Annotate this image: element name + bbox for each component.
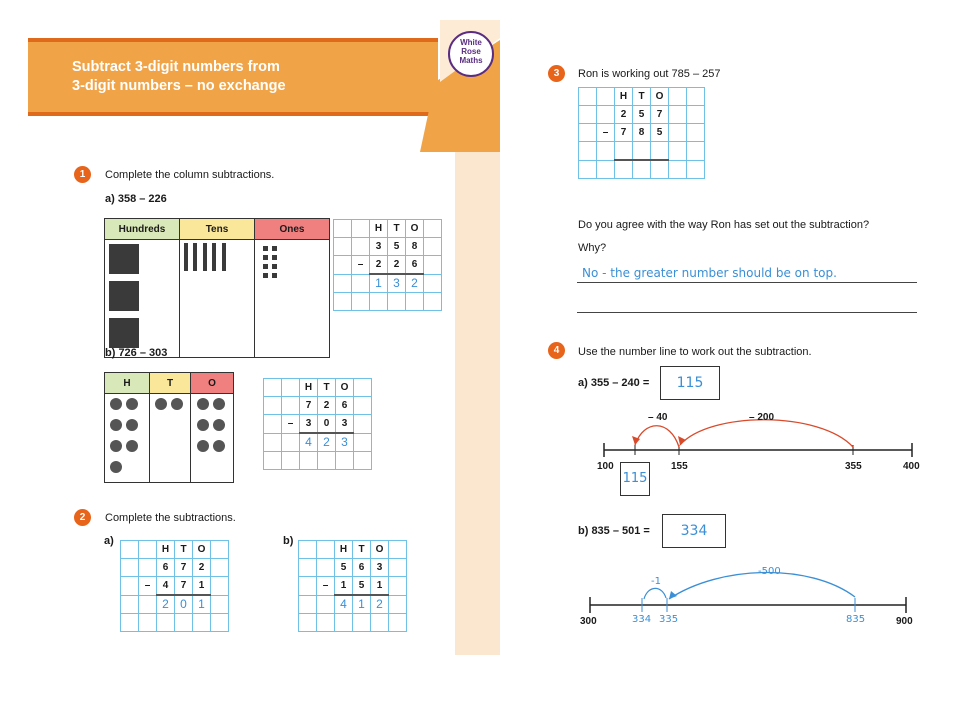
grid-cell (687, 142, 705, 161)
q4-prompt: Use the number line to work out the subtraction. (578, 346, 812, 358)
grid-cell (264, 452, 282, 470)
answer-digit[interactable]: 2 (371, 595, 389, 614)
q1b-column-grid (263, 378, 372, 470)
grid-cell (121, 614, 139, 632)
q1b-label: b) 726 – 303 (105, 347, 168, 359)
grid-cell (264, 379, 282, 397)
question-number-3: 3 (548, 65, 565, 82)
counter-icon (126, 398, 138, 410)
q2a-label: a) (104, 535, 114, 547)
grid-cell (424, 220, 442, 238)
grid-cell: 8 (406, 238, 424, 256)
one-cube-icon (263, 246, 268, 251)
grid-cell: 3 (370, 238, 388, 256)
ten-rod-icon (203, 243, 207, 271)
grid-cell (157, 614, 175, 632)
grid-cell: 3 (300, 415, 318, 434)
counter-icon (213, 419, 225, 431)
q4b-label: b) 835 – 501 = (578, 525, 650, 537)
grid-cell (354, 379, 372, 397)
tick-label: 355 (845, 461, 862, 472)
counter-icon (110, 440, 122, 452)
ten-rod-icon (212, 243, 216, 271)
grid-cell (633, 160, 651, 179)
ten-rod-icon (193, 243, 197, 271)
one-cube-icon (263, 273, 268, 278)
grid-cell (282, 397, 300, 415)
grid-cell: 5 (335, 559, 353, 577)
tens-cell (180, 240, 255, 358)
q3-prompt: Ron is working out 785 – 257 (578, 68, 721, 80)
hundreds-cell (105, 240, 180, 358)
grid-cell (139, 595, 157, 614)
grid-cell (687, 124, 705, 142)
grid-cell (139, 614, 157, 632)
grid-cell (579, 88, 597, 106)
grid-cell (354, 415, 372, 434)
grid-cell (299, 541, 317, 559)
grid-cell (651, 142, 669, 161)
grid-cell (139, 559, 157, 577)
counter-icon (155, 398, 167, 410)
grid-cell (299, 595, 317, 614)
grid-cell (299, 577, 317, 596)
q1a-label: a) 358 – 226 (105, 193, 167, 205)
grid-cell (352, 220, 370, 238)
grid-cell (335, 614, 353, 632)
grid-cell (264, 415, 282, 434)
grid-cell: 6 (406, 256, 424, 275)
grid-cell: – (282, 415, 300, 434)
counter-icon (126, 419, 138, 431)
grid-cell (615, 160, 633, 179)
ones-counters (191, 394, 234, 483)
grid-cell: 7 (615, 124, 633, 142)
grid-cell: – (317, 577, 335, 596)
grid-cell (669, 124, 687, 142)
grid-cell: 0 (318, 415, 336, 434)
counter-icon (110, 398, 122, 410)
hundreds-counters (105, 394, 150, 483)
grid-cell (317, 559, 335, 577)
grid-cell (687, 88, 705, 106)
grid-cell (406, 293, 424, 311)
grid-cell (424, 238, 442, 256)
grid-cell (334, 220, 352, 238)
grid-cell (389, 577, 407, 596)
hundred-block-icon (109, 281, 139, 311)
grid-cell: H (615, 88, 633, 106)
grid-cell (597, 142, 615, 161)
one-cube-icon (272, 246, 277, 251)
q1b-place-value-chart: H T O (104, 372, 234, 483)
question-number-4: 4 (548, 342, 565, 359)
grid-cell (389, 614, 407, 632)
grid-cell: 2 (193, 559, 211, 577)
grid-cell (318, 452, 336, 470)
grid-cell (579, 124, 597, 142)
q2a-column-grid (120, 540, 229, 632)
logo: White Rose Maths (448, 31, 494, 77)
grid-cell: O (336, 379, 354, 397)
grid-cell (211, 577, 229, 596)
counter-icon (213, 398, 225, 410)
q2-prompt: Complete the subtractions. (105, 512, 236, 524)
grid-cell (579, 142, 597, 161)
ten-rod-icon (222, 243, 226, 271)
grid-cell: 3 (336, 415, 354, 434)
grid-cell (352, 238, 370, 256)
grid-cell: O (651, 88, 669, 106)
grid-cell (121, 577, 139, 596)
grid-cell: 4 (157, 577, 175, 596)
grid-cell: H (300, 379, 318, 397)
grid-cell: 3 (371, 559, 389, 577)
answer-digit[interactable]: 1 (370, 274, 388, 293)
ten-rod-icon (184, 243, 188, 271)
answer-digit[interactable]: 2 (318, 433, 336, 452)
grid-cell (424, 274, 442, 293)
grid-cell: 5 (633, 106, 651, 124)
grid-cell: 2 (388, 256, 406, 275)
grid-cell (615, 142, 633, 161)
grid-cell (371, 614, 389, 632)
answer-digit[interactable]: 4 (300, 433, 318, 452)
grid-cell (121, 595, 139, 614)
grid-cell: T (388, 220, 406, 238)
grid-cell: – (139, 577, 157, 596)
grid-cell (389, 541, 407, 559)
tick-label: 155 (671, 461, 688, 472)
grid-cell (389, 595, 407, 614)
grid-cell: O (371, 541, 389, 559)
one-cube-icon (272, 273, 277, 278)
q1a-column-grid (333, 219, 442, 311)
counter-icon (197, 419, 209, 431)
hundreds-header: Hundreds (105, 219, 180, 240)
q3-why: Why? (578, 242, 607, 254)
counter-icon (171, 398, 183, 410)
grid-cell (354, 452, 372, 470)
grid-cell (354, 433, 372, 452)
grid-cell (651, 160, 669, 179)
grid-cell: – (352, 256, 370, 275)
grid-cell (299, 614, 317, 632)
grid-cell (300, 452, 318, 470)
answer-digit[interactable]: 1 (353, 595, 371, 614)
grid-cell (317, 541, 335, 559)
grid-cell: O (406, 220, 424, 238)
grid-cell (388, 293, 406, 311)
tick-label: 400 (903, 461, 920, 472)
grid-cell (334, 256, 352, 275)
q4a-jump-200: – 200 (749, 412, 775, 423)
grid-cell: 7 (175, 559, 193, 577)
grid-cell: 5 (388, 238, 406, 256)
tick-label: 100 (597, 461, 614, 472)
grid-cell (211, 595, 229, 614)
answer-digit[interactable]: 3 (336, 433, 354, 452)
grid-cell (597, 160, 615, 179)
q4a-answer-box[interactable]: 115 (660, 366, 720, 400)
counter-icon (213, 440, 225, 452)
grid-cell (175, 614, 193, 632)
one-cube-icon (272, 255, 277, 260)
grid-cell: 5 (651, 124, 669, 142)
q4b-jump-1: -1 (651, 576, 661, 587)
one-cube-icon (272, 264, 277, 269)
grid-cell (687, 106, 705, 124)
grid-cell (687, 160, 705, 179)
one-cube-icon (263, 255, 268, 260)
grid-cell (282, 379, 300, 397)
grid-cell (334, 238, 352, 256)
grid-cell (669, 160, 687, 179)
grid-cell: 2 (318, 397, 336, 415)
grid-cell: 7 (300, 397, 318, 415)
answer-digit[interactable]: 2 (406, 274, 424, 293)
grid-cell: O (193, 541, 211, 559)
q4a-start-box[interactable]: 115 (620, 462, 650, 496)
grid-cell (317, 614, 335, 632)
grid-cell (264, 433, 282, 452)
grid-cell: 2 (370, 256, 388, 275)
grid-cell: T (353, 541, 371, 559)
question-number-1: 1 (74, 166, 91, 183)
grid-cell (282, 433, 300, 452)
one-cube-icon (263, 264, 268, 269)
counter-icon (197, 398, 209, 410)
q4b-number-line (570, 555, 930, 625)
answer-digit[interactable]: 3 (388, 274, 406, 293)
q2b-column-grid (298, 540, 407, 632)
ones-header: Ones (255, 219, 330, 240)
grid-cell (264, 397, 282, 415)
grid-cell: 7 (175, 577, 193, 596)
grid-cell: 2 (615, 106, 633, 124)
hundred-block-icon (109, 244, 139, 274)
grid-cell: 5 (353, 577, 371, 596)
grid-cell (211, 614, 229, 632)
counter-icon (126, 440, 138, 452)
grid-cell (211, 559, 229, 577)
grid-cell: 8 (633, 124, 651, 142)
grid-cell (121, 559, 139, 577)
q1-prompt: Complete the column subtractions. (105, 169, 275, 181)
grid-cell (633, 142, 651, 161)
grid-cell: 1 (335, 577, 353, 596)
q3-column-grid (578, 87, 705, 179)
grid-cell (389, 559, 407, 577)
grid-cell (352, 293, 370, 311)
q1a-place-value-chart (104, 218, 330, 358)
grid-cell: H (157, 541, 175, 559)
grid-cell (353, 614, 371, 632)
grid-cell (597, 106, 615, 124)
grid-cell (352, 274, 370, 293)
answer-digit[interactable]: 2 (157, 595, 175, 614)
tick-label: 300 (580, 616, 597, 627)
answer-line (577, 282, 917, 283)
grid-cell (211, 541, 229, 559)
grid-cell (579, 106, 597, 124)
grid-cell (370, 293, 388, 311)
grid-cell (317, 595, 335, 614)
grid-cell: T (318, 379, 336, 397)
answer-digit[interactable]: 4 (335, 595, 353, 614)
tens-counters (150, 394, 191, 483)
grid-cell (282, 452, 300, 470)
tens-header: Tens (180, 219, 255, 240)
grid-cell (579, 160, 597, 179)
grid-cell: 6 (336, 397, 354, 415)
q3-answer[interactable]: No - the greater number should be on top. (582, 266, 837, 280)
grid-cell (139, 541, 157, 559)
tick-label: 900 (896, 616, 913, 627)
answer-digit[interactable]: 0 (175, 595, 193, 614)
title-banner (28, 38, 438, 116)
q4b-jump-500: -500 (758, 566, 781, 577)
grid-cell (193, 614, 211, 632)
counter-icon (110, 461, 122, 473)
hundred-block-icon (109, 318, 139, 348)
grid-cell: 7 (651, 106, 669, 124)
answer-digit[interactable]: 1 (193, 595, 211, 614)
grid-cell (299, 559, 317, 577)
grid-cell (354, 397, 372, 415)
q4b-answer-box[interactable]: 334 (662, 514, 726, 548)
hand-tick-label: 835 (846, 614, 866, 625)
grid-cell (669, 88, 687, 106)
grid-cell: T (633, 88, 651, 106)
grid-cell (669, 142, 687, 161)
counter-icon (110, 419, 122, 431)
grid-cell (424, 293, 442, 311)
q3-question: Do you agree with the way Ron has set out the subtraction? (578, 219, 870, 231)
answer-line (577, 312, 917, 313)
grid-cell (424, 256, 442, 275)
grid-cell: T (175, 541, 193, 559)
grid-cell: – (597, 124, 615, 142)
question-number-2: 2 (74, 509, 91, 526)
grid-cell (336, 452, 354, 470)
grid-cell: 6 (353, 559, 371, 577)
grid-cell (121, 541, 139, 559)
grid-cell (597, 88, 615, 106)
grid-cell (669, 106, 687, 124)
grid-cell (334, 274, 352, 293)
grid-cell (334, 293, 352, 311)
grid-cell: H (370, 220, 388, 238)
q4a-jump-40: – 40 (648, 412, 668, 423)
grid-cell: 1 (193, 577, 211, 596)
q4a-label: a) 355 – 240 = (578, 377, 650, 389)
grid-cell: 6 (157, 559, 175, 577)
hand-tick-label: 334 (632, 614, 652, 625)
margin-strip (455, 95, 500, 655)
q2b-label: b) (283, 535, 294, 547)
counter-icon (197, 440, 209, 452)
grid-cell: 1 (371, 577, 389, 596)
grid-cell: H (335, 541, 353, 559)
hand-tick-label: 335 (659, 614, 679, 625)
page-title: Subtract 3-digit numbers from 3-digit numbers – no exchange (72, 59, 286, 94)
ones-cell (255, 240, 330, 358)
